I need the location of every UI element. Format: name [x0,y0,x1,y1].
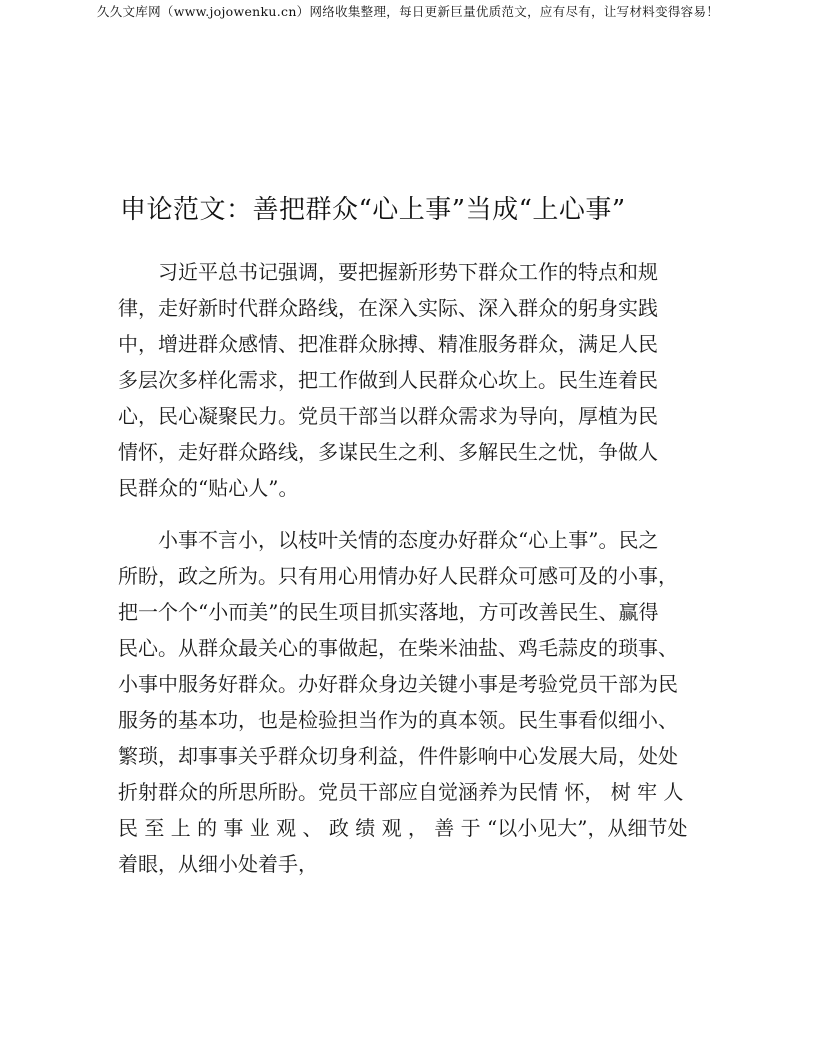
text-line: 情怀，走好群众路线，多谋民生之利、多解民生之忧，争做人 [118,440,658,464]
text-line: 心，民心凝聚民力。党员干部当以群众需求为导向，厚植为民 [118,404,658,428]
paragraph-1 [118,254,706,506]
text-line: 多层次多样化需求，把工作做到人民群众心坎上。民生连着民 [118,368,658,392]
header-banner: 久久文库网（www.jojowenku.cn）网络收集整理，每日更新巨量优质范文，应有尽有，让写材料变得容易！ [96,4,720,19]
text-line: 律，走好新时代群众路线，在深入实际、深入群众的躬身实践 [118,296,658,320]
text-line: 把一个个“小而美”的民生项目抓实落地，方可改善民生、赢得 [118,600,659,624]
text-line: 折射群众的所思所盼。党员干部应自觉涵养为民情 怀， 树 牢 人 [118,780,684,804]
text-line: 繁琐，却事事关乎群众切身利益，件件影响中心发展大局，处处 [118,744,678,768]
text-line: 服务的基本功，也是检验担当作为的真本领。民生事看似细小、 [118,708,678,732]
text-line: 民 至 上 的 事 业 观 、 政 绩 观 ， 善 于 “以小见大”，从细节处 [118,816,688,840]
text-line: 中，增进群众感情、把准群众脉搏、精准服务群众，满足人民 [118,332,658,356]
text-line: 小事不言小，以枝叶关情的态度办好群众“心上事”。民之 [118,528,659,552]
text-line: 着眼，从细小处着手， [118,852,318,876]
text-line: 习近平总书记强调，要把握新形势下群众工作的特点和规 [118,260,658,284]
text-line: 小事中服务好群众。办好群众身边关键小事是考验党员干部为民 [118,672,678,696]
paragraph-2 [118,522,706,882]
text-line: 民群众的“贴心人”。 [118,476,299,500]
text-line: 所盼，政之所为。只有用心用情办好人民群众可感可及的小事， [118,564,678,588]
text-line: 民心。从群众最关心的事做起，在柴米油盐、鸡毛蒜皮的琐事、 [118,636,678,660]
document-title: 申论范文：善把群众“心上事”当成“上心事” [120,195,626,225]
